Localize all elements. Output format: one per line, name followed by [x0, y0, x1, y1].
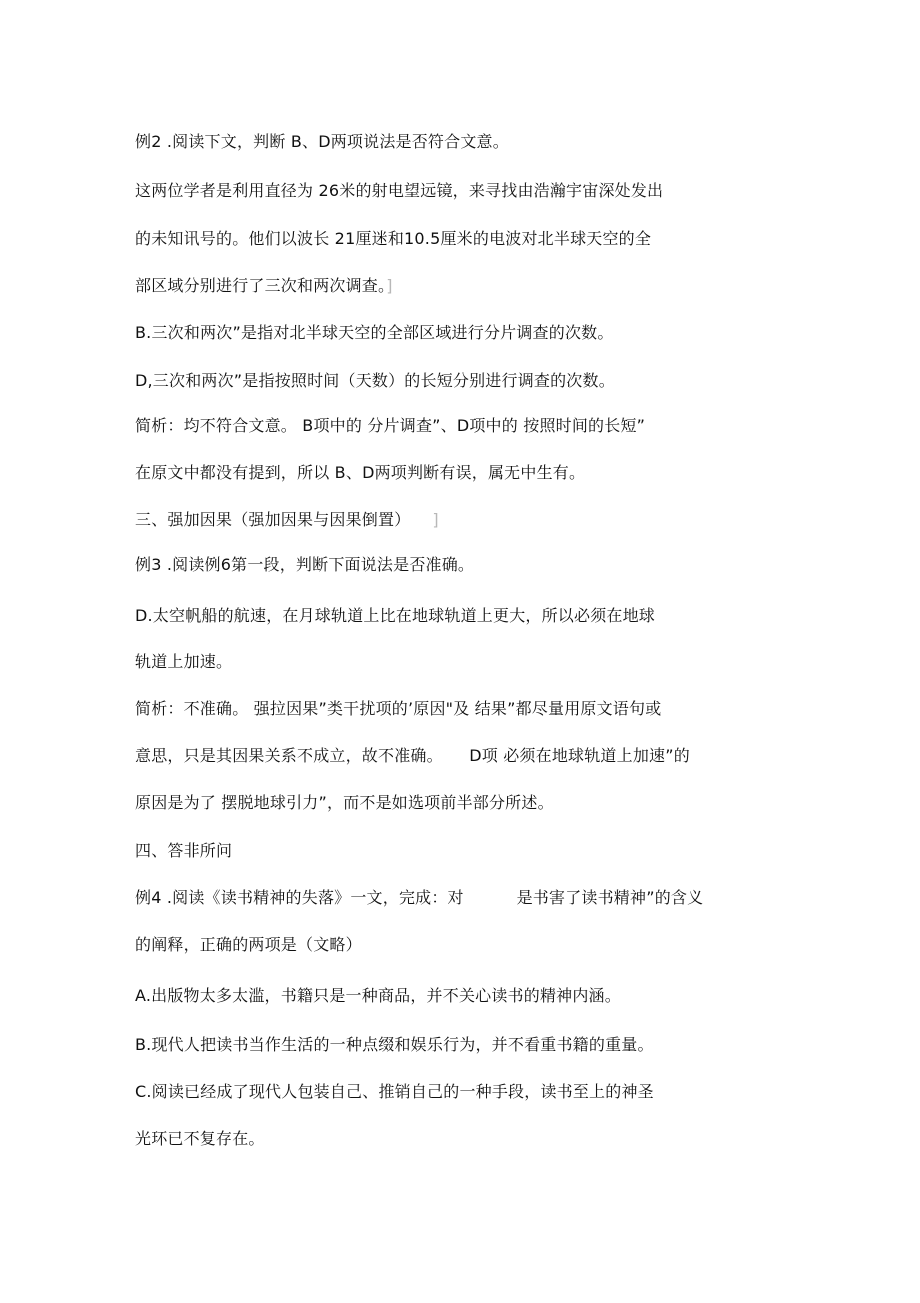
analysis-line-2: 在原文中都没有提到，所以 B、D两项判断有误，属无中生有。	[135, 463, 586, 482]
example-4-line-1: 例4 .阅读《读书精神的失落》一文，完成：对 是书害了读书精神”的含义	[135, 888, 704, 907]
passage-line-3	[135, 276, 393, 296]
option-d2-line-2: 轨道上加速。	[135, 652, 233, 671]
passage-line-2: 的未知讯号的。他们以波长 21厘迷和10.5厘米的电波对北半球天空的全	[135, 229, 652, 248]
analysis2-line-3: 原因是为了 摆脱地球引力”，而不是如选项前半部分所述。	[135, 793, 554, 812]
example-4-line-2: 的阐释，正确的两项是（文略）	[135, 935, 362, 954]
option-b2-line: B.现代人把读书当作生活的一种点缀和娱乐行为，并不看重书籍的重量。	[135, 1035, 654, 1054]
analysis2-line-1: 简析：不准确。 强拉因果”类干扰项的’原因"及 结果”都尽量用原文语句或	[135, 699, 662, 718]
option-d-line: D,三次和两次”是指按照时间（天数）的长短分别进行调查的次数。	[135, 371, 615, 390]
analysis2-line-2: 意思，只是其因果关系不成立，故不准确。 D项 必须在地球轨道上加速”的	[135, 746, 690, 765]
example-2-heading: 例2 .阅读下文，判断 B、D两项说法是否符合文意。	[135, 132, 509, 151]
passage-line-3-text: 部区域分别进行了三次和两次调查。	[135, 276, 387, 295]
option-b-line: B.三次和两次”是指对北半球天空的全部区域进行分片调查的次数。	[135, 323, 614, 342]
option-c-line-1: C.阅读已经成了现代人包装自己、推销自己的一种手段，读书至上的神圣	[135, 1082, 654, 1101]
option-d2-line-1: D.太空帆船的航速，在月球轨道上比在地球轨道上更大，所以必须在地球	[135, 606, 656, 625]
bracket-mark-1: ]	[386, 276, 393, 295]
section-3-heading	[135, 510, 439, 530]
bracket-mark-2: ]	[432, 510, 439, 529]
section-3-heading-text: 三、强加因果（强加因果与因果倒置）	[135, 510, 403, 529]
option-c-line-2: 光环已不复存在。	[135, 1129, 265, 1148]
passage-line-1: 这两位学者是利用直径为 26米的射电望远镜，来寻找由浩瀚宇宙深处发出	[135, 181, 664, 200]
analysis-line-1: 简析：均不符合文意。 B项中的 分片调查”、D项中的 按照时间的长短”	[135, 416, 646, 435]
option-a-line: A.出版物太多太滥，书籍只是一种商品，并不关心读书的精神内涵。	[135, 986, 621, 1005]
section-4-heading: 四、答非所问	[135, 841, 233, 860]
example-3-heading: 例3 .阅读例6第一段，判断下面说法是否准确。	[135, 555, 475, 574]
